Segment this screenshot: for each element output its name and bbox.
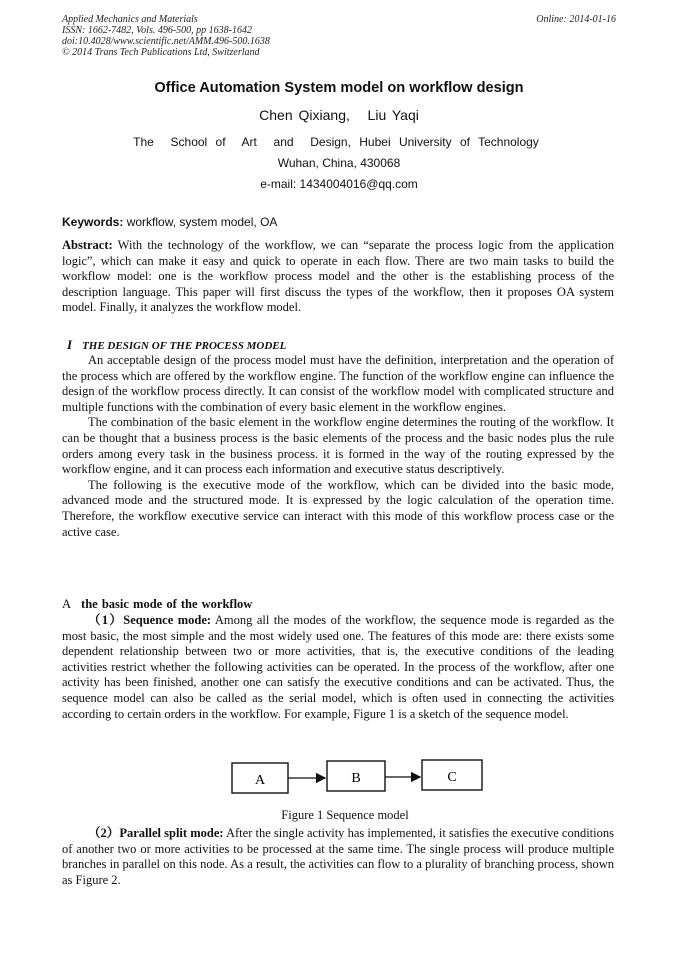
parallel-split-paragraph [62,826,614,888]
journal-copyright: © 2014 Trans Tech Publications Ltd, Switzerland [62,47,260,58]
node-c-label: C [447,770,457,785]
section-1-paragraph-2: The combination of the basic element in the workflow engine determines the routing of the workflow. It can be thought that a business process is the basic elements of the process and the basic nodes plus the rule orders among every task in the business process. it is formed in the way of the routing expressed by the workflow engine, and it can process each information and executive status descriptively. [62,415,614,477]
section-a-letter: A [62,597,72,611]
sequence-mode-label: Sequence mode: [123,613,212,627]
figure-1-sequence-diagram [230,757,490,805]
journal-doi[interactable]: doi:10.4028/www.scientific.net/AMM.496-500.1638 [62,36,270,47]
abstract [62,238,614,316]
keywords-text: workflow, system model, OA [123,215,278,229]
sequence-mode-paragraph [62,613,614,722]
section-a-body-2 [62,826,614,888]
section-1-paragraph-1: An acceptable design of the process model must have the definition, interpretation and the operation of the process which are offered by the workflow engine. The function of the workflow engine can influence the design of the workflow process directly. It can consist of the workflow model with complicated structure and multiple functions with the combination of every basic element in the workflow engines. [62,353,614,414]
parallel-split-text: After the single activity has implemented, it satisfies the executive conditions of another two or more activities to be processed at the same time. The single process will produce multiple branches in parallel on this node. As a result, the activities can flow to a plurality of branching process, shown as Figure 2. [62,826,614,887]
authors-text: Chen Qixiang, Liu Yaqi [259,107,419,123]
paper-title: Office Automation System model on workflow design [154,80,524,96]
sequence-mode-number: （1） [88,613,124,627]
journal-header [62,14,618,58]
abstract-label: Abstract: [62,238,113,252]
section-1-number: I [67,337,73,352]
section-1-title: THE DESIGN OF THE PROCESS MODEL [82,340,287,352]
online-date: Online: 2014-01-16 [536,14,616,25]
affiliation-line-2: Wuhan, China, 430068 [277,156,401,170]
figure-1-caption: Figure 1 Sequence model [281,808,409,822]
section-1-paragraph-3: The following is the executive mode of the workflow, which can be divided into the basic mode, advanced mode and the structured mode. It is expressed by the logic calculation of the operation time. Therefore, the workflow executive service can interact with this mode of this workflow process case or the active case. [62,477,614,539]
affiliation-email[interactable]: e-mail: 1434004016@qq.com [260,177,418,191]
parallel-split-label: Parallel split mode: [119,826,224,840]
section-a-title: the basic mode of the workflow [81,597,253,611]
affiliation-line-1: The School of Art and Design, Hubei University of Technology [133,135,539,149]
node-b-label: B [351,771,361,786]
node-a-label: A [254,773,266,788]
affiliation [0,132,678,195]
paper-authors [0,107,678,123]
keywords-label: Keywords: [62,215,124,229]
section-1-body [62,353,614,540]
abstract-text: With the technology of the workflow, we can “separate the process logic from the application logic”, which can make it easy and quick to operate in each flow. There are two main tasks to build the workflow model: one is the workflow process model and the other is the establishing process of the description language. This paper will first discuss the types of the workflow, then it proposes OA system model. Finally, it analyzes the workflow model. [62,238,614,315]
sequence-mode-text: Among all the modes of the workflow, the sequence mode is regarded as the most basic, the most simple and the most widely used one. The features of this mode are: there exists some dependent relationship between two or more activities, that is, the executive conditions of the leading activities restrict whether the following activities can be operated. In the process of the workflow, after one activity has been finished, another one can satisfy the executive conditions and can be activated. Thus, the sequence model can also be called as the serial model, which is often used in connecting the activities according to certain orders in the workflow. For example, Figure 1 is a sketch of the sequence model. [62,613,614,721]
section-1-heading [67,337,286,353]
journal-name: Applied Mechanics and Materials [62,14,198,25]
section-a-heading [62,597,252,612]
section-a-body-1 [62,613,614,722]
journal-issn: ISSN: 1662-7482, Vols. 496-500, pp 1638-1642 [62,25,252,36]
keywords [62,215,618,229]
parallel-split-number: （2） [88,826,120,840]
